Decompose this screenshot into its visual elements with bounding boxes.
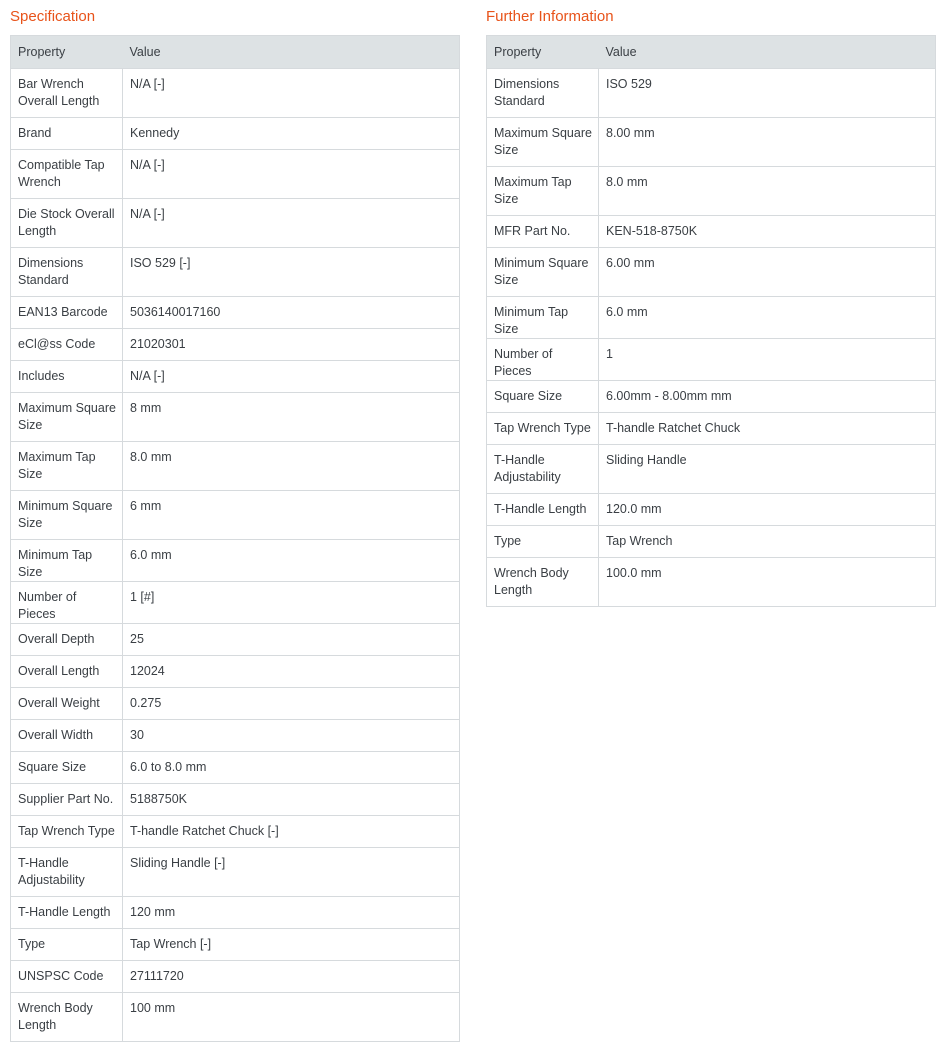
value-cell: 21020301	[123, 329, 460, 361]
table-row	[11, 393, 460, 442]
value-cell: 0.275	[123, 688, 460, 720]
value-cell: Sliding Handle [-]	[123, 848, 460, 897]
value-cell: 5036140017160	[123, 297, 460, 329]
property-cell: T-Handle Length	[11, 897, 123, 929]
value-cell: N/A [-]	[123, 361, 460, 393]
property-cell: eCl@ss Code	[11, 329, 123, 361]
value-cell: Kennedy	[123, 118, 460, 150]
value-cell: 6.0 mm	[123, 540, 460, 582]
table-row	[11, 961, 460, 993]
table-row	[11, 69, 460, 118]
property-cell: Brand	[11, 118, 123, 150]
property-cell: UNSPSC Code	[11, 961, 123, 993]
table-header-row	[11, 36, 460, 69]
property-cell: Includes	[11, 361, 123, 393]
column-header-value: Value	[123, 36, 460, 69]
property-cell: Minimum Square Size	[11, 491, 123, 540]
table-row	[487, 216, 936, 248]
table-row	[487, 339, 936, 381]
value-cell: 6.0 mm	[599, 297, 936, 339]
table-row	[11, 540, 460, 582]
value-cell: 5188750K	[123, 784, 460, 816]
table-row	[487, 381, 936, 413]
property-cell: Wrench Body Length	[11, 993, 123, 1042]
table-row	[487, 558, 936, 607]
property-cell: Supplier Part No.	[11, 784, 123, 816]
value-cell: 6.00mm - 8.00mm mm	[599, 381, 936, 413]
table-row	[487, 494, 936, 526]
value-cell: 6.00 mm	[599, 248, 936, 297]
value-cell: T-handle Ratchet Chuck	[599, 413, 936, 445]
value-cell: N/A [-]	[123, 199, 460, 248]
value-cell: 100 mm	[123, 993, 460, 1042]
table-row	[11, 848, 460, 897]
property-cell: Square Size	[487, 381, 599, 413]
column-header-property: Property	[487, 36, 599, 69]
value-cell: 25	[123, 624, 460, 656]
table-row	[11, 784, 460, 816]
property-cell: EAN13 Barcode	[11, 297, 123, 329]
section-title: Further Information	[486, 8, 614, 25]
value-cell: 12024	[123, 656, 460, 688]
property-cell: Overall Depth	[11, 624, 123, 656]
property-cell: Dimensions Standard	[11, 248, 123, 297]
value-cell: N/A [-]	[123, 150, 460, 199]
table-row	[11, 118, 460, 150]
value-cell: ISO 529 [-]	[123, 248, 460, 297]
value-cell: 6 mm	[123, 491, 460, 540]
property-cell: MFR Part No.	[487, 216, 599, 248]
property-cell: Maximum Square Size	[11, 393, 123, 442]
specification-table	[10, 35, 460, 1042]
property-cell: T-Handle Adjustability	[11, 848, 123, 897]
value-cell: 1	[599, 339, 936, 381]
value-cell: 120.0 mm	[599, 494, 936, 526]
property-cell: Type	[487, 526, 599, 558]
property-cell: T-Handle Adjustability	[487, 445, 599, 494]
property-cell: Maximum Tap Size	[487, 167, 599, 216]
table-row	[11, 816, 460, 848]
value-cell: 30	[123, 720, 460, 752]
column-header-value: Value	[599, 36, 936, 69]
value-cell: Sliding Handle	[599, 445, 936, 494]
property-cell: Number of Pieces	[11, 582, 123, 624]
value-cell: 8.0 mm	[599, 167, 936, 216]
table-row	[487, 167, 936, 216]
property-cell: Wrench Body Length	[487, 558, 599, 607]
value-cell: 120 mm	[123, 897, 460, 929]
value-cell: 100.0 mm	[599, 558, 936, 607]
property-cell: T-Handle Length	[487, 494, 599, 526]
value-cell: KEN-518-8750K	[599, 216, 936, 248]
value-cell: ISO 529	[599, 69, 936, 118]
property-cell: Overall Weight	[11, 688, 123, 720]
table-row	[11, 720, 460, 752]
value-cell: 8 mm	[123, 393, 460, 442]
table-row	[11, 993, 460, 1042]
table-row	[11, 897, 460, 929]
table-row	[487, 413, 936, 445]
property-cell: Type	[11, 929, 123, 961]
value-cell: T-handle Ratchet Chuck [-]	[123, 816, 460, 848]
table-row	[11, 491, 460, 540]
property-cell: Compatible Tap Wrench	[11, 150, 123, 199]
table-row	[11, 752, 460, 784]
table-header-row	[487, 36, 936, 69]
property-cell: Overall Width	[11, 720, 123, 752]
table-row	[11, 582, 460, 624]
column-header-property: Property	[11, 36, 123, 69]
property-cell: Maximum Square Size	[487, 118, 599, 167]
table-row	[11, 199, 460, 248]
table-row	[11, 656, 460, 688]
further-information-section	[486, 0, 936, 607]
table-row	[487, 118, 936, 167]
value-cell: 1 [#]	[123, 582, 460, 624]
table-row	[487, 248, 936, 297]
property-cell: Die Stock Overall Length	[11, 199, 123, 248]
value-cell: 8.0 mm	[123, 442, 460, 491]
property-cell: Minimum Tap Size	[487, 297, 599, 339]
property-cell: Tap Wrench Type	[487, 413, 599, 445]
table-row	[11, 248, 460, 297]
section-title: Specification	[10, 8, 96, 25]
further-information-rows	[487, 69, 936, 607]
table-row	[487, 297, 936, 339]
property-cell: Square Size	[11, 752, 123, 784]
table-row	[487, 69, 936, 118]
property-cell: Tap Wrench Type	[11, 816, 123, 848]
table-row	[11, 297, 460, 329]
value-cell: 27111720	[123, 961, 460, 993]
table-row	[11, 929, 460, 961]
table-row	[487, 526, 936, 558]
further-information-table	[486, 35, 936, 607]
property-cell: Number of Pieces	[487, 339, 599, 381]
property-cell: Maximum Tap Size	[11, 442, 123, 491]
property-cell: Bar Wrench Overall Length	[11, 69, 123, 118]
table-row	[11, 150, 460, 199]
property-cell: Overall Length	[11, 656, 123, 688]
specification-rows	[11, 69, 460, 1042]
table-row	[11, 361, 460, 393]
specification-section	[10, 0, 460, 1042]
table-row	[11, 688, 460, 720]
table-row	[11, 442, 460, 491]
value-cell: N/A [-]	[123, 69, 460, 118]
value-cell: Tap Wrench	[599, 526, 936, 558]
value-cell: 6.0 to 8.0 mm	[123, 752, 460, 784]
table-row	[11, 329, 460, 361]
table-row	[11, 624, 460, 656]
property-cell: Dimensions Standard	[487, 69, 599, 118]
table-row	[487, 445, 936, 494]
property-cell: Minimum Tap Size	[11, 540, 123, 582]
value-cell: 8.00 mm	[599, 118, 936, 167]
property-cell: Minimum Square Size	[487, 248, 599, 297]
value-cell: Tap Wrench [-]	[123, 929, 460, 961]
